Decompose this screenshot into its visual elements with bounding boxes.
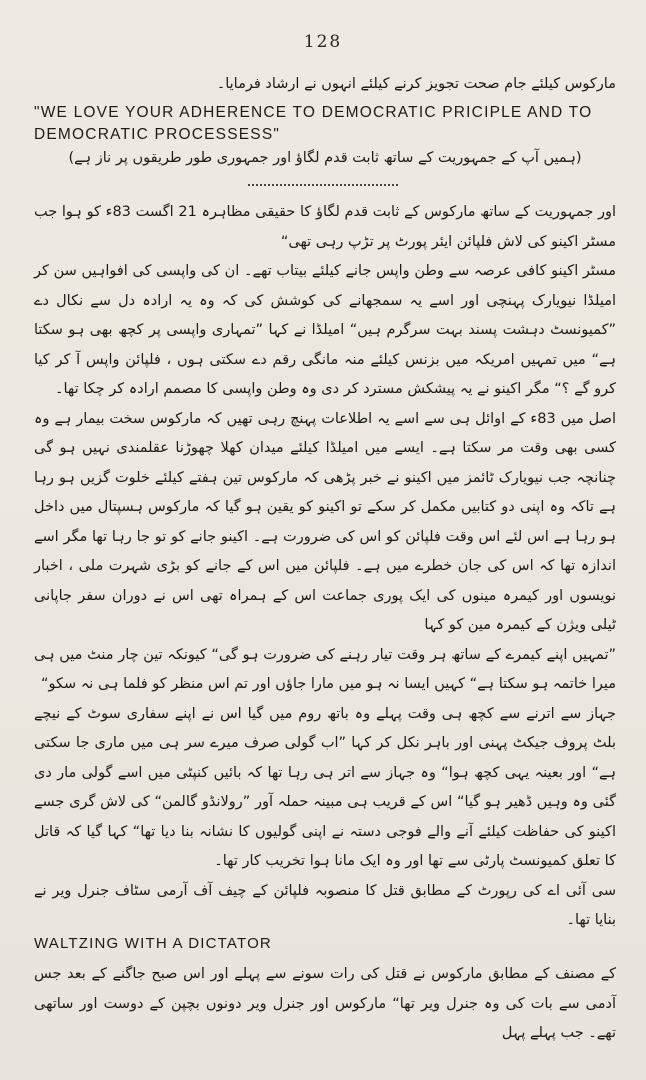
final-text [34,960,616,1049]
paragraph-last: کے مصنف کے مطابق مارکوس نے قتل کی رات سونے سے پہلے اور اس صبح جاگنے کے بعد جس آدمی سے بات کی وہ جنرل ویر تھا“ مارکوس اور جنرل ویر دونوں بچپن کے دوست اور ساتھی تھے۔ جب پہلے پہل [34,966,616,1041]
paragraph-2: مسٹر اکینو کافی عرصہ سے وطن واپس جانے کیلئے بیتاب تھے۔ ان کی واپسی کی افواہیں سن کر امیلڈا نیویارک پہنچی اور اسے یہ سمجھانے کی کوشش کی کہ وہ یہ ارادہ دل سے نکال دے ”کمیونسٹ دہشت پسند بہت سرگرم ہیں“ امیلڈا نے کہا ”تمہاری واپسی پر کچھ بھی ہو سکتا ہے“ میں تمہیں امریکہ میں بزنس کیلئے منہ مانگی رقم دے سکتی ہوں ، فلپائن واپس آ کر کیا کرو گے ؟“ مگر اکینو نے یہ پیشکش مسترد کر دی وہ وطن واپسی کا مصمم ارادہ کر چکا تھا۔ [34,263,616,397]
intro-text: مارکوس کیلئے جام صحت تجویز کرنے کیلئے انہوں نے ارشاد فرمایا۔ [216,76,616,92]
body-text [34,198,616,936]
paragraph-4: ”تمہیں اپنے کیمرے کے ساتھ ہر وقت تیار رہنے کی ضرورت ہو گی“ کیونکہ تین چار منٹ میں ہی میرا خاتمہ ہو سکتا ہے“ کہیں ایسا نہ ہو میں مارا جاؤں اور تم اس منظر کو فلما ہی نہ سکو“ [34,646,616,692]
urdu-quote: (ہمیں آپ کے جمہوریت کے ساتھ ثابت قدم لگاؤ اور جمہوری طور طریقوں پر ناز ہے) [68,150,582,166]
page-number: 128 [303,32,343,52]
english-quote: "WE LOVE YOUR ADHERENCE TO DEMOCRATIC PRICIPLE AND TO DEMOCRATIC PROCESSESS" [34,104,593,143]
intro-line [34,70,616,100]
paragraph-6: سی آئی اے کی رپورٹ کے مطابق قتل کا منصوبہ فلپائن کے چیف آف آرمی سٹاف جنرل ویر نے بنایا تھا۔ [34,882,616,928]
paragraph-3: اصل میں 83ء کے اوائل ہی سے اسے یہ اطلاعات پہنچ رہی تھیں کہ مارکوس سخت بیمار ہے وہ کسی بھی وقت مر سکتا ہے۔ ایسے میں امیلڈا کیلئے میدان کھلا چھوڑنا عقلمندی نہیں ہو گی چنانچہ جب نیویارک ٹائمز میں اکینو نے خبر پڑھی کہ مارکوس تین ہفتے کیلئے خلوت گزیں ہو رہا ہے تاکہ وہ اپنی دو کتابیں مکمل کر سکے تو اکینو کو یقین ہو گیا کہ مارکوس ہسپتال میں داخل ہو رہا ہے اس لئے اس وقت فلپائن کو اس کی ضرورت ہے۔ اکینو جانے کو تو جا رہا تھا مگر اسے اندازہ تھا کہ اس کی جان خطرے میں ہے۔ فلپائن میں اس کے جانے کو بڑی شہرت ملی ، اخبار نویسوں اور کیمرہ مینوں کی ایک پوری جماعت اس کے ہمراہ تھی اس نے دوران سفر جاپانی ٹیلی ویژن کے کیمرہ مین کو کہا [34,410,616,633]
section-heading: WALTZING WITH A DICTATOR [34,935,272,952]
dotted-separator [248,184,398,186]
section-heading-block [34,934,616,954]
paragraph-1: اور جمہوریت کے ساتھ مارکوس کے ثابت قدم لگاؤ کا حقیقی مظاہرہ 21 اگست 83ء کو ہوا جب مسٹر اکینو کی لاش فلپائن ایئر پورٹ پر تڑپ رہی تھی“ [34,204,616,250]
english-quote-block [34,102,616,146]
urdu-quote-block [34,144,616,174]
paragraph-5: جہاز سے اترنے سے کچھ ہی وقت پہلے وہ باتھ روم میں گیا اس نے اپنے سفاری سوٹ کے نیچے بلٹ پروف جیکٹ پہنی اور باہر نکل کر کہا ”اب گولی صرف میرے سر ہی میں ماری جا سکتی ہے“ اور بعینہ یہی کچھ ہوا“ وہ جہاز سے اتر ہی رہا تھا کہ بائیں کنپٹی میں اسے گولی مار دی گئی وہ وہیں ڈھیر ہو گیا“ اس کے قریب ہی مبینہ حملہ آور ”رولانڈو گالمن“ کی لاش گری جسے اکینو کی حفاظت کیلئے آنے والے فوجی دستہ نے اپنی گولیوں کا نشانہ بنا دیا تھا“ کہا گیا کہ قاتل کا تعلق کمیونسٹ پارٹی سے تھا اور وہ ایک مانا ہوا تخریب کار تھا۔ [34,705,616,869]
